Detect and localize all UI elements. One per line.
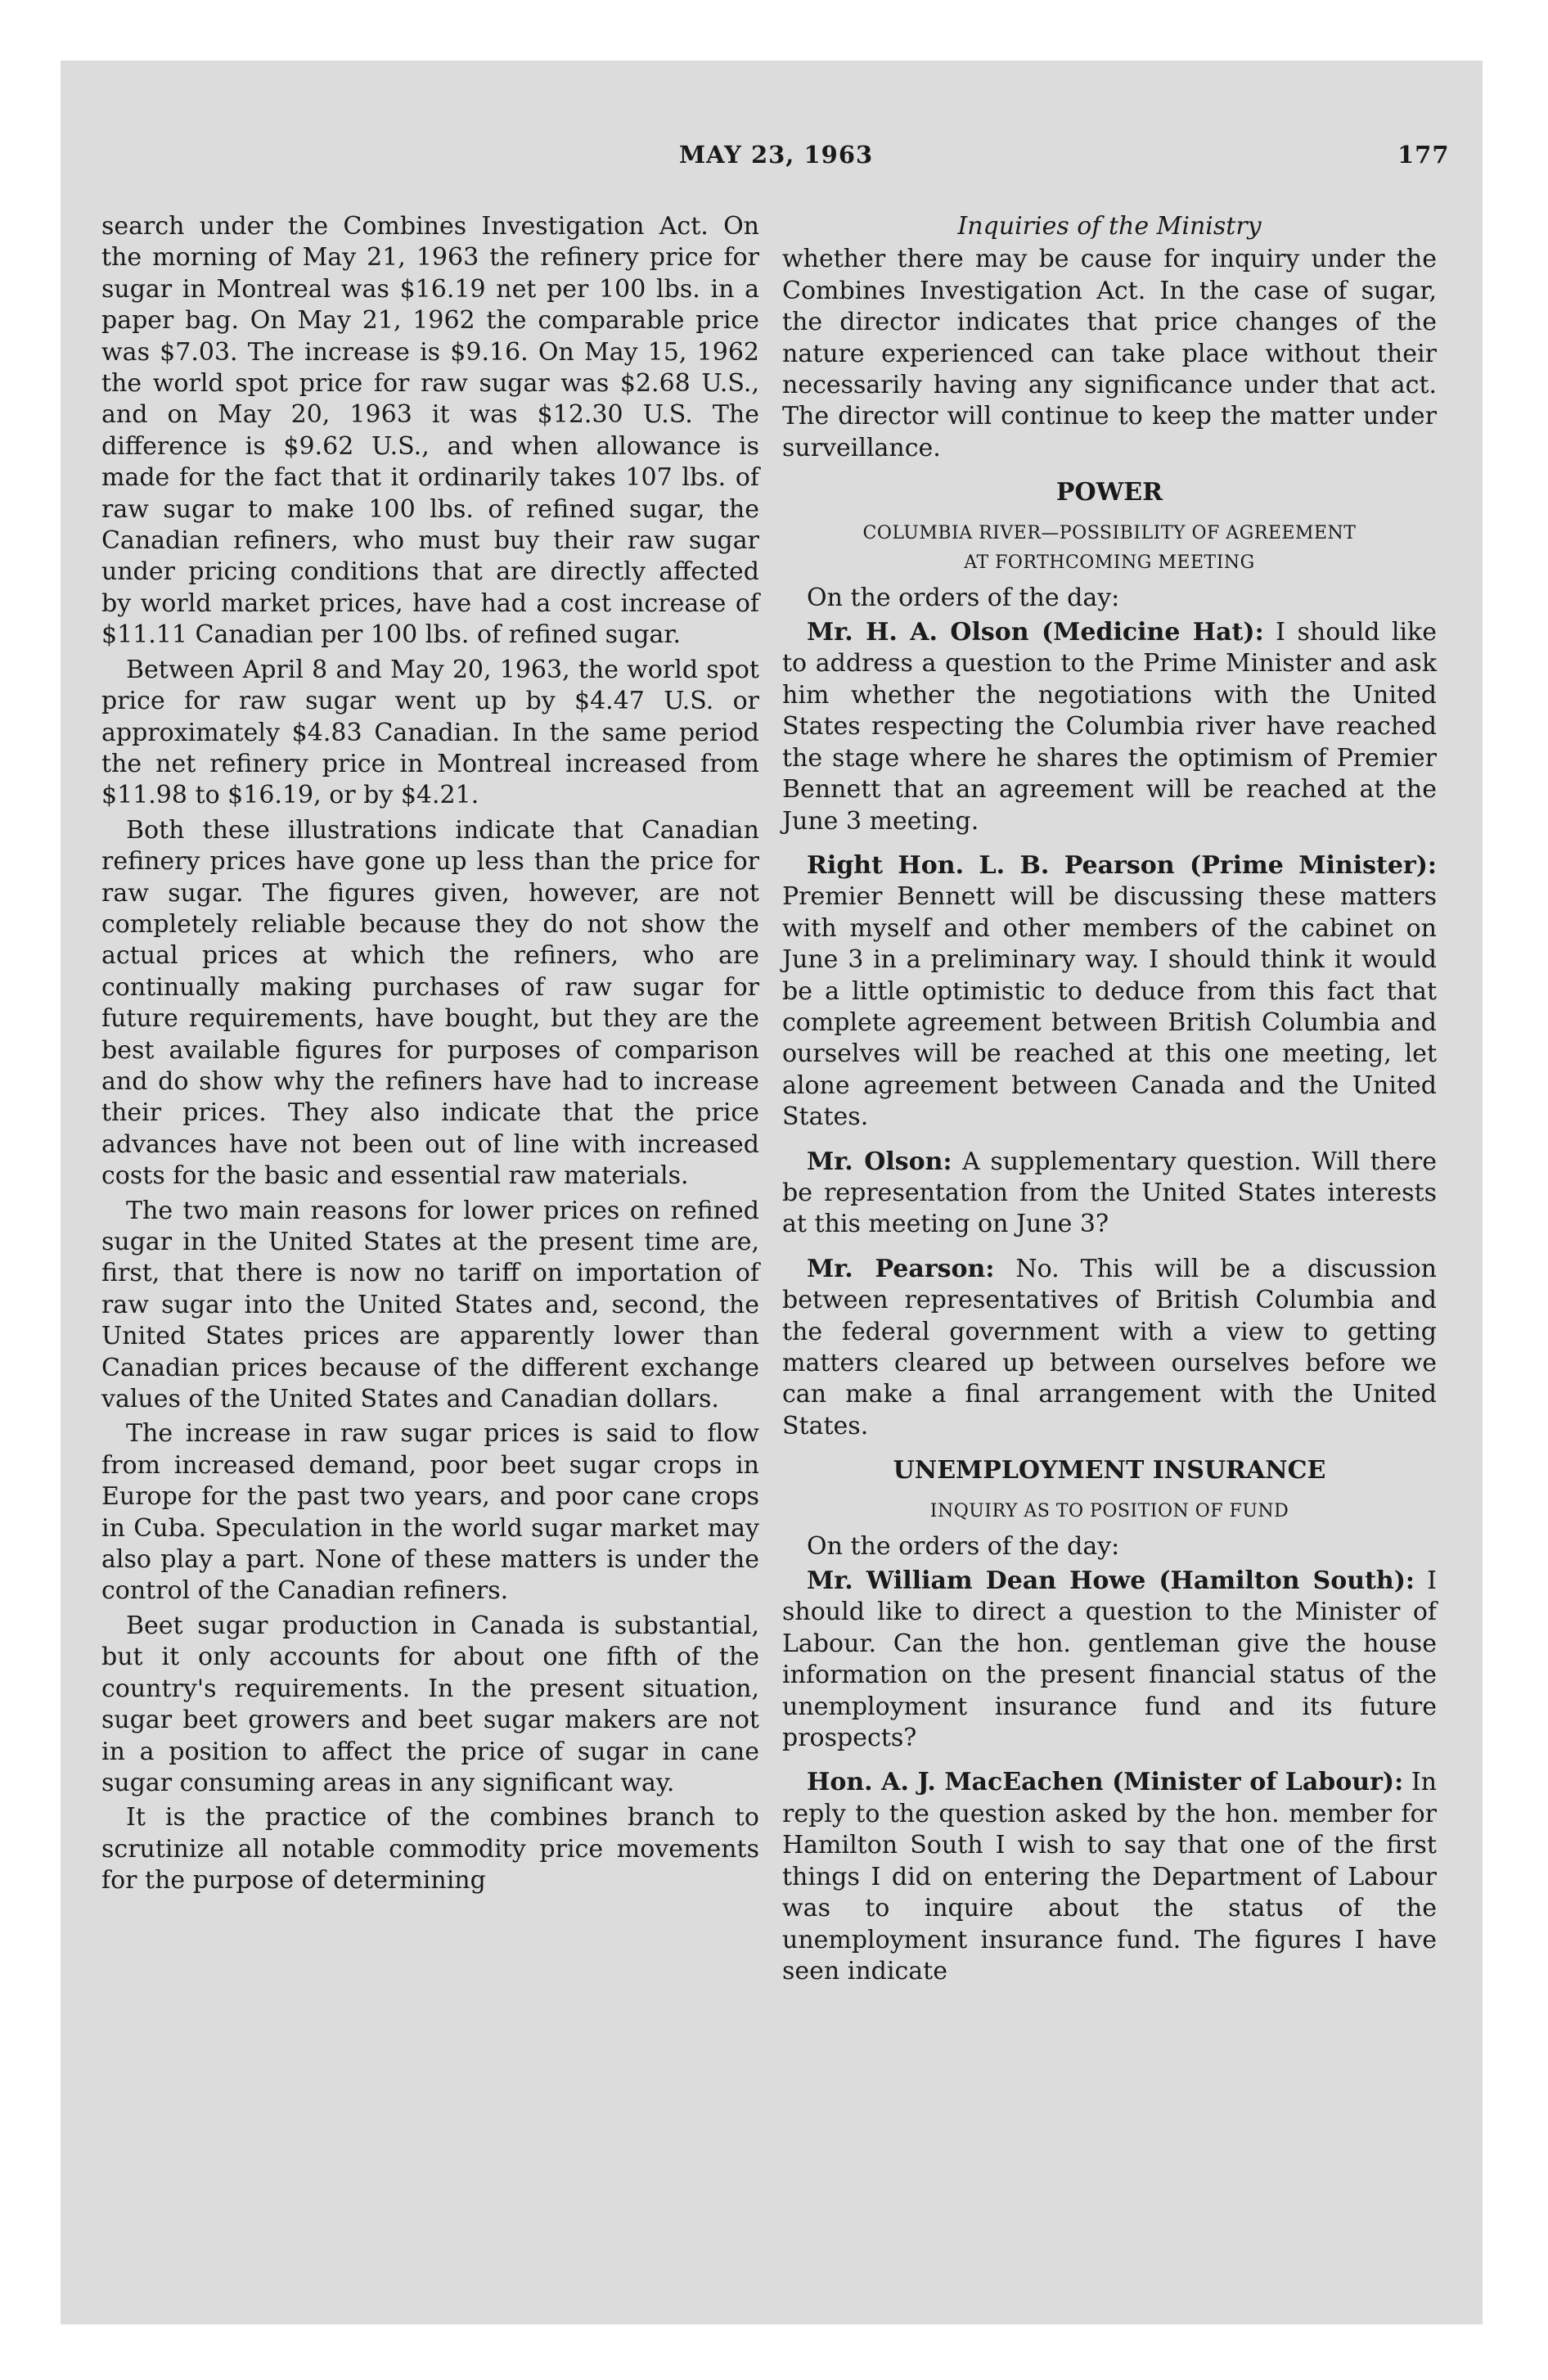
- speech-pearson-reply: [782, 1254, 1437, 1442]
- orders-of-the-day: On the orders of the day:: [807, 1531, 1120, 1561]
- paragraph: Between April 8 and May 20, 1963, the world spot price for raw sugar went up by $4.47 U.S. or approximately $4.83 Canadian. In the same period the net refinery price in Montreal increased from $11.98 to $16.19, or by $4.21.: [101, 655, 759, 810]
- speaker-name: Mr. William Dean Howe (Hamilton South):: [807, 1566, 1415, 1596]
- paragraph: search under the Combines Investigation Act. On the morning of May 21, 1963 the refinery price for sugar in Montreal was $16.19 net per 100 lbs. in a paper bag. On May 21, 1962 the comparable price was $7.03. The increase is $9.16. On May 15, 1962 the world spot price for raw sugar was $2.68 U.S., and on May 20, 1963 it was $12.30 U.S. The difference is $9.62 U.S., and when allowance is made for the fact that it ordinarily takes 107 lbs. of raw sugar to make 100 lbs. of refined sugar, the Canadian refiners, who must buy their raw sugar under pricing conditions that are directly affected by world market prices, have had a cost increase of $11.11 Canadian per 100 lbs. of refined sugar.: [101, 212, 759, 650]
- speech-olson: [782, 617, 1437, 837]
- orders-of-the-day: On the orders of the day:: [807, 583, 1120, 612]
- page-number: 177: [1397, 141, 1450, 169]
- speech-text: No. This will be a discussion between representatives of British Columbia and the federal government with a view to getting matters cleared up between ourselves before we can make a final arrangement with the United States.: [782, 1254, 1437, 1440]
- speaker-name: Mr. Pearson:: [807, 1254, 995, 1283]
- speech-pearson: [782, 850, 1437, 1134]
- speech-text: I should like to direct a question to the Minister of Labour. Can the hon. gentleman give the house information on the present financial status of the unemployment insurance fund and its future prospects?: [782, 1566, 1437, 1753]
- speech-maceachen: [782, 1767, 1437, 1987]
- speech-text: In reply to the question asked by the hon. member for Hamilton South I wish to say that one of the first things I did on entering the Department of Labour was to inquire about the status of the unemployment insurance fund. The figures I have seen indicate: [782, 1768, 1437, 1986]
- paragraph: The increase in raw sugar prices is said to flow from increased demand, poor beet sugar crops in Europe for the past two years, and poor cane crops in Cuba. Speculation in the world sugar market may also play a part. None of these matters is under the control of the Canadian refiners.: [101, 1419, 759, 1606]
- speaker-name: Mr. Olson:: [807, 1147, 952, 1176]
- speaker-name: Mr. H. A. Olson (Medicine Hat):: [807, 618, 1264, 647]
- left-column: [101, 211, 759, 1900]
- speaker-name: Right Hon. L. B. Pearson (Prime Minister):: [807, 850, 1437, 880]
- speech-text: A supplementary question. Will there be representation from the United States interests at this meeting on June 3?: [782, 1147, 1437, 1239]
- speech-olson-followup: [782, 1147, 1437, 1241]
- paragraph: Beet sugar production in Canada is substantial, but it only accounts for about one fifth of the country's requirements. In the present situation, sugar beet growers and beet sugar makers are not in a position to affect the price of sugar in cane sugar consuming areas in any significant way.: [101, 1611, 759, 1797]
- paragraph: Both these illustrations indicate that Canadian refinery prices have gone up less than the price for raw sugar. The figures given, however, are not completely reliable because they do not show the actual prices at which the refiners, who are continually making purchases of raw sugar for future requirements, have bought, but they are the best available figures for purposes of comparison and do show why the refiners have had to increase their prices. They also indicate that the price advances have not been out of line with increased costs for the basic and essential raw materials.: [101, 815, 759, 1191]
- speech-howe: [782, 1566, 1437, 1754]
- paragraph: whether there may be cause for inquiry under the Combines Investigation Act. In the case of sugar, the director indicates that price changes of the nature experienced can take place without their necessarily having any significance under that act. The director will continue to keep the matter under surveillance.: [782, 245, 1437, 462]
- right-column: [782, 211, 1437, 1990]
- section-subheading: INQUIRY AS TO POSITION OF FUND: [929, 1500, 1289, 1521]
- section-heading-unemployment-insurance: UNEMPLOYMENT INSURANCE: [893, 1456, 1326, 1485]
- paragraph: It is the practice of the combines branch to scrutinize all notable commodity price movements for the purpose of determining: [101, 1803, 759, 1895]
- paragraph: The two main reasons for lower prices on refined sugar in the United States at the present time are, first, that there is now no tariff on importation of raw sugar into the United States and, second, the United States prices are apparently lower than Canadian prices because of the different exchange values of the United States and Canadian dollars.: [101, 1196, 759, 1414]
- subheading-line: COLUMBIA RIVER—POSSIBILITY OF AGREEMENT: [862, 522, 1357, 543]
- section-heading-power: POWER: [1055, 478, 1163, 507]
- running-head: Inquiries of the Ministry: [957, 212, 1262, 241]
- section-subheading: [782, 519, 1437, 578]
- subheading-line: AT FORTHCOMING MEETING: [964, 552, 1255, 573]
- speaker-name: Hon. A. J. MacEachen (Minister of Labour):: [807, 1768, 1404, 1797]
- page-date: MAY 23, 1963: [679, 141, 874, 169]
- speech-text: Premier Bennett will be discussing these matters with myself and other members of the cabinet on June 3 in a preliminary way. I should think it would be a little optimistic to deduce from this fact that complete agreement between British Columbia and ourselves will be reached at this one meeting, let alone agreement between Canada and the United States.: [782, 882, 1437, 1132]
- speech-text: I should like to address a question to the Prime Minister and ask him whether the negotiations with the United States respecting the Columbia river have reached the stage where he shares the optimism of Premier Bennett that an agreement will be reached at the June 3 meeting.: [782, 618, 1437, 836]
